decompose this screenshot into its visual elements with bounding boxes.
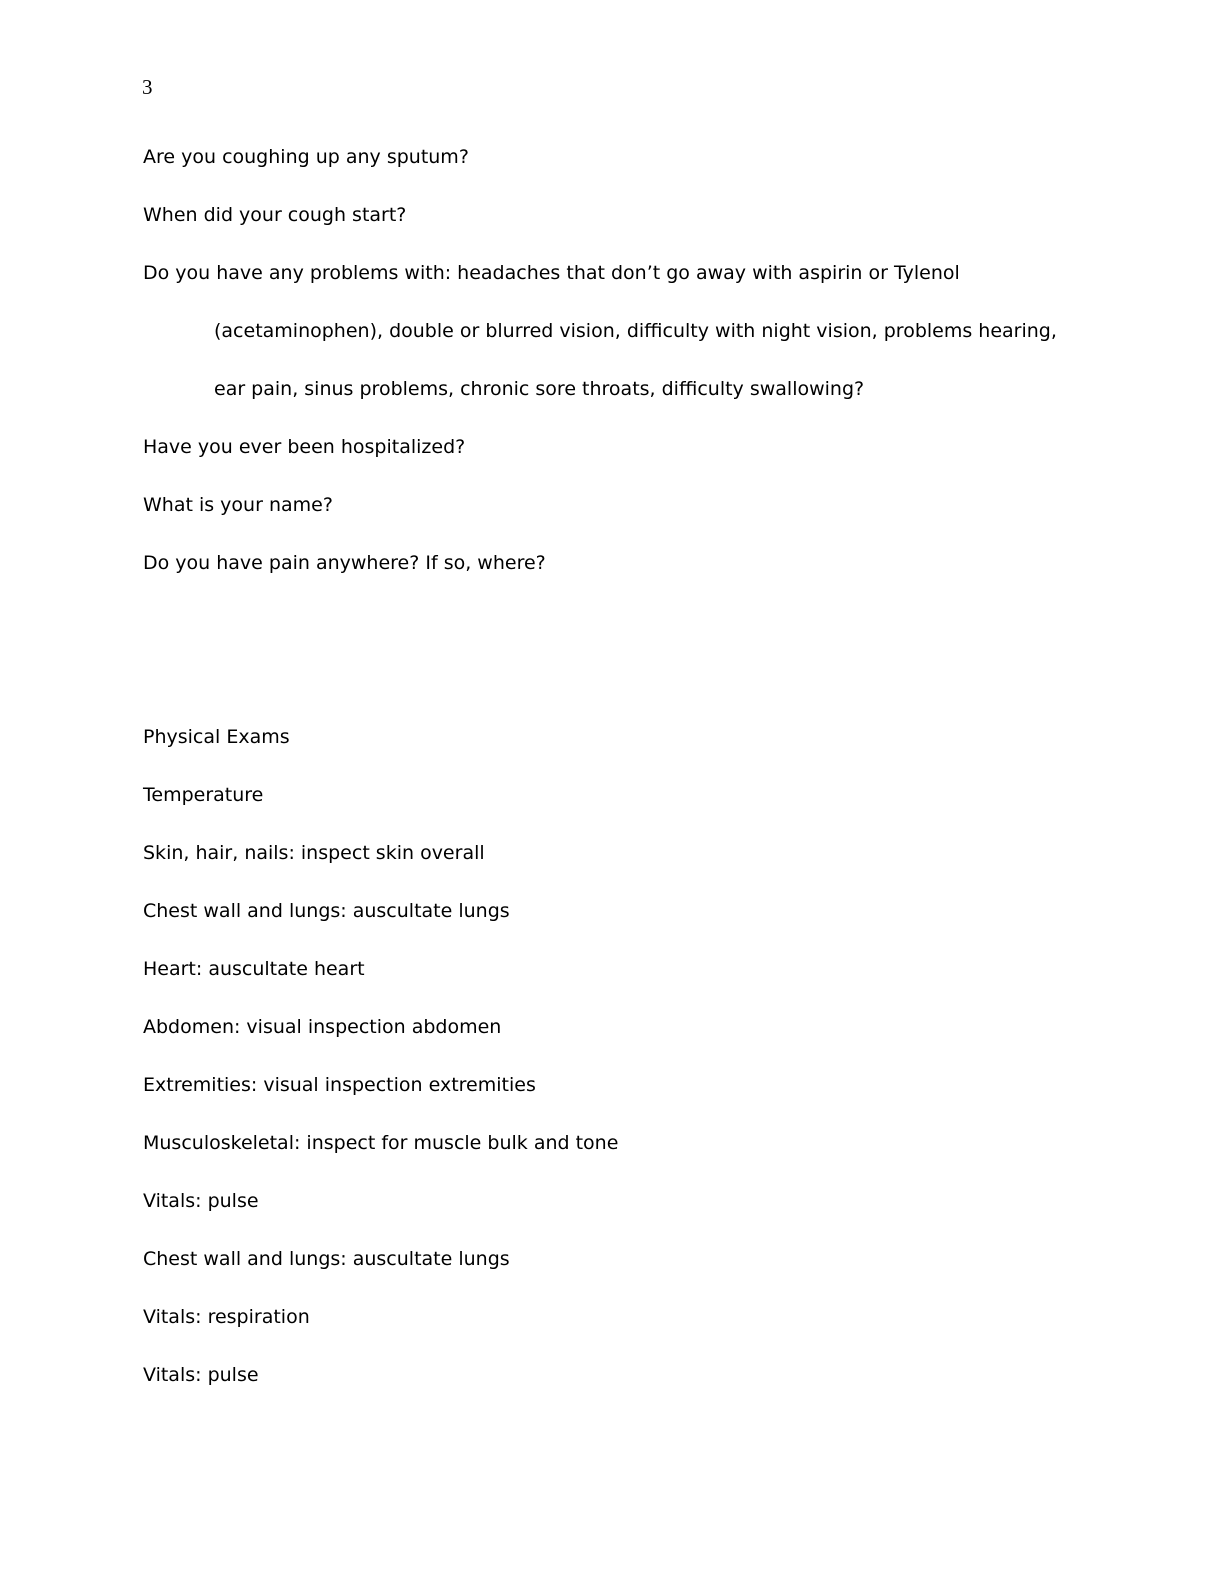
exam-item: Vitals: pulse bbox=[143, 1364, 259, 1386]
page-number: 3 bbox=[142, 75, 153, 99]
section-heading-physical-exams: Physical Exams bbox=[143, 726, 290, 748]
exam-item: Chest wall and lungs: auscultate lungs bbox=[143, 1248, 510, 1270]
exam-item: Extremities: visual inspection extremities bbox=[143, 1074, 536, 1096]
exam-item: Vitals: respiration bbox=[143, 1306, 310, 1328]
exam-item: Abdomen: visual inspection abdomen bbox=[143, 1016, 502, 1038]
exam-item: Musculoskeletal: inspect for muscle bulk and tone bbox=[143, 1132, 619, 1154]
exam-item: Temperature bbox=[143, 784, 264, 806]
question-problems-line-1: Do you have any problems with: headaches that don’t go away with aspirin or Tylenol bbox=[143, 262, 960, 284]
question-pain: Do you have pain anywhere? If so, where? bbox=[143, 552, 546, 574]
exam-item: Heart: auscultate heart bbox=[143, 958, 365, 980]
question-hospitalized: Have you ever been hospitalized? bbox=[143, 436, 466, 458]
question-cough-start: When did your cough start? bbox=[143, 204, 407, 226]
question-name: What is your name? bbox=[143, 494, 333, 516]
exam-item: Vitals: pulse bbox=[143, 1190, 259, 1212]
question-sputum: Are you coughing up any sputum? bbox=[143, 146, 469, 168]
exam-item: Chest wall and lungs: auscultate lungs bbox=[143, 900, 510, 922]
question-problems-line-2: (acetaminophen), double or blurred vision, difficulty with night vision, problems hearing, bbox=[214, 320, 1057, 342]
exam-item: Skin, hair, nails: inspect skin overall bbox=[143, 842, 485, 864]
question-problems-line-3: ear pain, sinus problems, chronic sore throats, difficulty swallowing? bbox=[214, 378, 865, 400]
